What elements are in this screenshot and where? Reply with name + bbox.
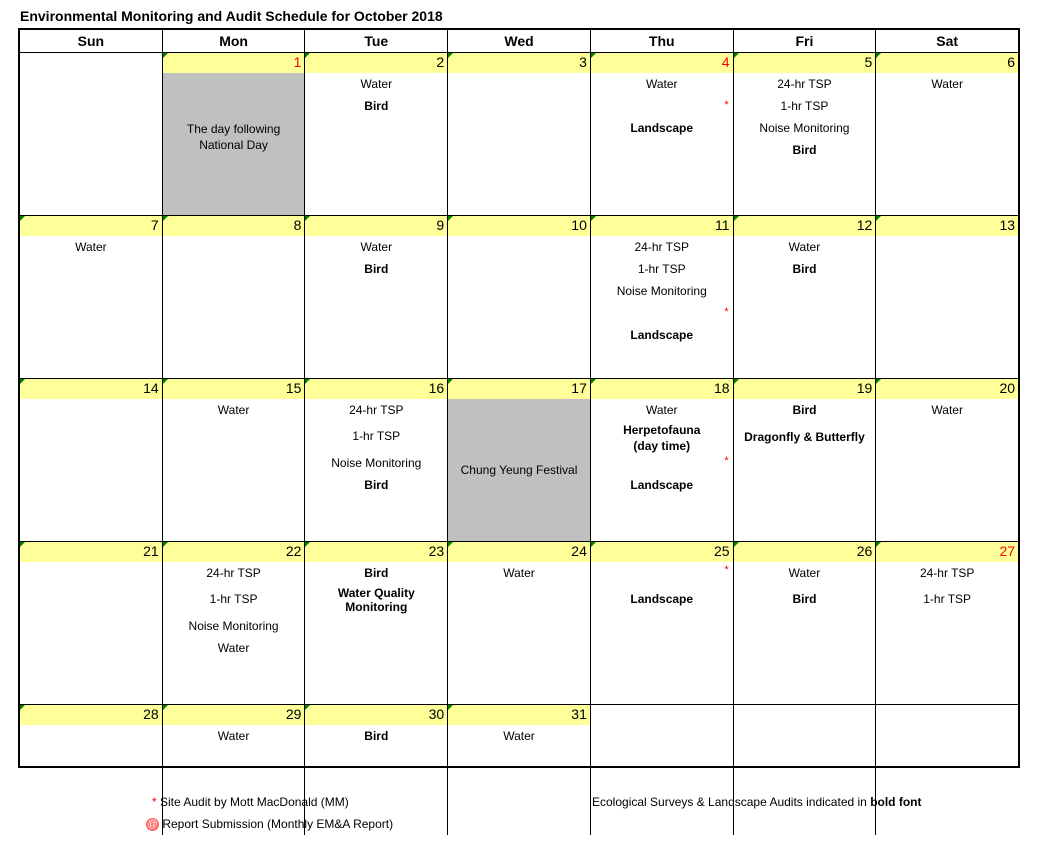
day-3 <box>448 53 591 215</box>
day-number: 15 <box>285 380 302 396</box>
day-empty <box>20 53 163 215</box>
day-29 <box>163 705 306 835</box>
event-water: Water <box>645 403 678 417</box>
event-1hr-tsp: 1-hr TSP <box>923 592 972 606</box>
day-number: 11 <box>715 217 730 233</box>
day-number: 19 <box>856 380 873 396</box>
day-number: 14 <box>143 380 159 396</box>
day-number: 6 <box>1007 54 1016 70</box>
day-empty <box>734 705 877 835</box>
day-number: 31 <box>571 706 587 722</box>
site-audit-marker: * <box>724 455 729 467</box>
day-number: 9 <box>436 217 445 233</box>
event-1hr-tsp: 1-hr TSP <box>637 262 686 276</box>
legend-site-audit <box>152 795 349 809</box>
event-24hr-tsp: 24-hr TSP <box>349 403 404 417</box>
week-3 <box>20 379 1018 542</box>
event-24hr-tsp: 24-hr TSP <box>777 77 832 91</box>
day-10 <box>448 216 591 378</box>
day-27 <box>876 542 1018 704</box>
day-8 <box>163 216 306 378</box>
week-4 <box>20 542 1018 705</box>
day-7 <box>20 216 163 378</box>
event-bird: Bird <box>364 478 389 492</box>
day-17 <box>448 379 591 541</box>
day-22 <box>163 542 306 704</box>
event-water: Water <box>503 729 535 743</box>
day-21 <box>20 542 163 704</box>
legend-report-text: Report Submission (Monthly EM&A Report) <box>162 817 394 831</box>
day-empty <box>876 705 1018 835</box>
day-number: 4 <box>721 54 730 70</box>
event-water: Water <box>217 729 250 743</box>
day-number: 3 <box>579 54 587 70</box>
event-bird: Bird <box>792 262 817 276</box>
day-9 <box>305 216 448 378</box>
day-2 <box>305 53 448 215</box>
day-15 <box>163 379 306 541</box>
star-marker-icon: * <box>152 795 157 809</box>
day-number: 10 <box>571 217 587 233</box>
day-31 <box>448 705 591 835</box>
legend-site-audit-text: Site Audit by Mott MacDonald (MM) <box>160 795 349 809</box>
day-20 <box>876 379 1018 541</box>
event-bird: Bird <box>792 403 817 417</box>
day-18 <box>591 379 734 541</box>
event-landscape: Landscape <box>630 592 694 606</box>
event-herpetofauna: Herpetofauna <box>623 423 701 437</box>
event-water: Water <box>360 240 393 254</box>
day-number: 23 <box>428 543 445 559</box>
holiday-label: The day following National Day <box>186 122 281 152</box>
day-number: 13 <box>999 217 1016 233</box>
day-26 <box>734 542 877 704</box>
event-herpetofauna-time: (day time) <box>633 439 691 453</box>
event-landscape: Landscape <box>630 478 694 492</box>
holiday-cell <box>448 399 590 541</box>
day-number: 17 <box>571 380 587 396</box>
event-bird: Bird <box>364 729 389 743</box>
event-1hr-tsp: 1-hr TSP <box>780 99 829 113</box>
day-number: 21 <box>143 543 159 559</box>
event-water-quality: Water Quality <box>337 586 415 600</box>
event-dragonfly-butterfly: Dragonfly & Butterfly <box>744 430 865 444</box>
week-5 <box>20 705 1018 835</box>
event-bird: Bird <box>364 99 389 113</box>
weekday-header <box>20 30 1018 53</box>
week-1 <box>20 53 1018 216</box>
legend-eco-bold: bold <box>870 795 896 809</box>
calendar-grid <box>18 28 1020 768</box>
day-19 <box>734 379 877 541</box>
day-13 <box>876 216 1018 378</box>
legend-eco <box>592 795 922 809</box>
holiday-cell <box>163 73 305 215</box>
day-number: 5 <box>864 54 873 70</box>
event-bird: Bird <box>364 262 389 276</box>
day-number: 24 <box>571 543 587 559</box>
legend-report <box>146 817 393 831</box>
day-number: 2 <box>436 54 445 70</box>
event-water: Water <box>217 403 250 417</box>
event-water-quality-monitoring: Monitoring <box>345 600 408 614</box>
legend-eco-font: font <box>898 795 922 809</box>
day-16 <box>305 379 448 541</box>
event-water: Water <box>788 566 821 580</box>
day-25 <box>591 542 734 704</box>
weekday-mon: Mon <box>163 30 306 52</box>
week-2 <box>20 216 1018 379</box>
day-30 <box>305 705 448 835</box>
event-24hr-tsp: 24-hr TSP <box>206 566 261 580</box>
day-1 <box>163 53 306 215</box>
event-bird: Bird <box>792 592 817 606</box>
event-noise: Noise Monitoring <box>616 284 707 298</box>
day-number: 1 <box>293 54 302 70</box>
holiday-label: Chung Yeung Festival <box>460 463 578 477</box>
day-number: 12 <box>856 217 873 233</box>
day-28 <box>20 705 163 835</box>
weekday-fri: Fri <box>734 30 877 52</box>
event-water: Water <box>217 641 250 655</box>
day-empty <box>591 705 734 835</box>
weekday-tue: Tue <box>305 30 448 52</box>
site-audit-marker: * <box>724 564 729 576</box>
day-number: 16 <box>428 380 445 396</box>
event-water: Water <box>931 77 963 91</box>
day-4 <box>591 53 734 215</box>
event-noise: Noise Monitoring <box>759 121 850 135</box>
day-12 <box>734 216 877 378</box>
legend-eco-text: Ecological Surveys & Landscape Audits indicated in <box>592 795 867 809</box>
day-number: 27 <box>999 543 1016 559</box>
day-11 <box>591 216 734 378</box>
schedule-title: Environmental Monitoring and Audit Schedule for October 2018 <box>20 8 443 24</box>
day-number: 7 <box>150 217 159 233</box>
event-water: Water <box>360 77 393 91</box>
weekday-wed: Wed <box>448 30 591 52</box>
site-audit-marker: * <box>724 306 729 318</box>
weekday-sat: Sat <box>936 33 959 49</box>
day-24 <box>448 542 591 704</box>
day-6 <box>876 53 1018 215</box>
event-24hr-tsp: 24-hr TSP <box>919 566 975 580</box>
event-water: Water <box>75 240 107 254</box>
event-1hr-tsp: 1-hr TSP <box>209 592 258 606</box>
event-bird: Bird <box>364 566 389 580</box>
event-water: Water <box>503 566 535 580</box>
day-number: 25 <box>714 543 730 559</box>
day-number: 28 <box>143 706 159 722</box>
event-landscape: Landscape <box>630 328 694 342</box>
day-number: 22 <box>285 543 302 559</box>
event-landscape: Landscape <box>630 121 694 135</box>
event-noise: Noise Monitoring <box>331 456 422 470</box>
event-water: Water <box>645 77 678 91</box>
event-bird: Bird <box>792 143 817 157</box>
at-marker-icon: @ <box>147 819 158 831</box>
weekday-sun: Sun <box>20 30 163 52</box>
event-1hr-tsp: 1-hr TSP <box>352 429 401 443</box>
day-number: 8 <box>293 217 302 233</box>
event-water: Water <box>788 240 821 254</box>
day-number: 26 <box>856 543 873 559</box>
day-number: 30 <box>428 706 445 722</box>
day-14 <box>20 379 163 541</box>
day-23 <box>305 542 448 704</box>
event-24hr-tsp: 24-hr TSP <box>634 240 689 254</box>
day-5 <box>734 53 877 215</box>
day-number: 29 <box>285 706 302 722</box>
day-number: 18 <box>714 380 730 396</box>
event-noise: Noise Monitoring <box>188 619 279 633</box>
day-number: 20 <box>999 380 1016 396</box>
event-water: Water <box>931 403 963 417</box>
weekday-thu: Thu <box>591 30 734 52</box>
site-audit-marker: * <box>724 99 729 111</box>
